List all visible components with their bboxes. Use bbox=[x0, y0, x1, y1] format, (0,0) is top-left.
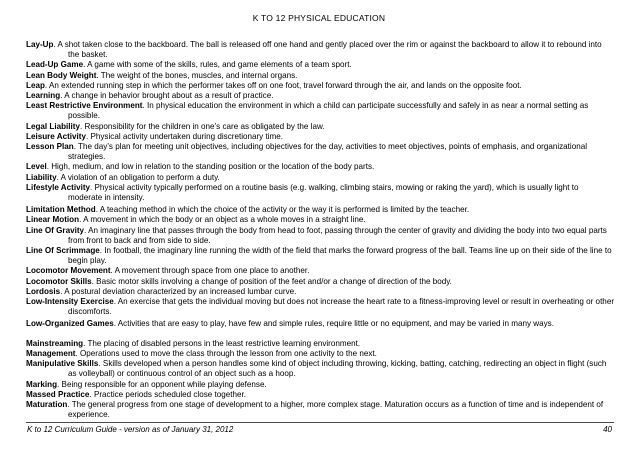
glossary-entry bbox=[26, 162, 614, 172]
glossary-definition: . The placing of disabled persons in the least restrictive learning environment. bbox=[83, 338, 361, 348]
glossary-entry bbox=[26, 91, 614, 101]
section-gap bbox=[26, 330, 614, 339]
footer-divider bbox=[26, 422, 614, 423]
glossary-definition: . Skills developed when a person handles some kind of object including throwing, kicking, batting, catching, redirecting an object in flight (such as volleyball) or continuous control of an object such as a hoop. bbox=[68, 359, 607, 379]
glossary-term: Lifestyle Activity bbox=[26, 182, 91, 192]
glossary-entry bbox=[26, 287, 614, 297]
glossary-definition: . Practice periods scheduled close together. bbox=[89, 389, 247, 399]
glossary-entry bbox=[26, 349, 614, 359]
glossary-entry bbox=[26, 215, 614, 225]
glossary-term: Marking bbox=[26, 379, 58, 389]
glossary-term: Liability bbox=[26, 172, 57, 182]
page-number: 40 bbox=[603, 425, 612, 434]
glossary-entry bbox=[26, 266, 614, 276]
glossary-entry bbox=[26, 122, 614, 132]
glossary-entry bbox=[26, 71, 614, 81]
glossary-term: Manipulative Skills bbox=[26, 359, 99, 369]
glossary-definition: . A shot taken close to the backboard. The ball is released off one hand and gently placed over the rim or against the backboard to allow it to rebound into the basket. bbox=[53, 40, 602, 60]
glossary-definition: . An imaginary line that passes through the body from head to foot, passing through the center of gravity and dividing the body into two equal parts from front to back and from side to side. bbox=[68, 225, 607, 245]
glossary-term: Linear Motion bbox=[26, 215, 80, 225]
glossary-entry bbox=[26, 132, 614, 142]
glossary-definition: . A game with some of the skills, rules, and game elements of a team sport. bbox=[83, 60, 352, 70]
glossary-definition: . Activities that are easy to play, have few and simple rules, require little or no equipment, and may be varied in many ways. bbox=[113, 319, 554, 329]
glossary-entry bbox=[26, 390, 614, 400]
glossary-term: Leisure Activity bbox=[26, 131, 86, 141]
glossary-term: Management bbox=[26, 348, 76, 358]
glossary-definition: . An extended running step in which the performer takes off on one foot, travel forward through the air, and lands on the opposite foot. bbox=[44, 80, 522, 90]
glossary-entry bbox=[26, 380, 614, 390]
glossary-term: Legal Liability bbox=[26, 121, 80, 131]
footer-document-version: K to 12 Curriculum Guide - version as of January 31, 2012 bbox=[27, 425, 234, 434]
page-header-title: K TO 12 PHYSICAL EDUCATION bbox=[252, 13, 386, 23]
glossary-definition: . An exercise that gets the individual moving but does not increase the heart rate to a fitness-improving level or result in overheating or other discomforts. bbox=[68, 297, 615, 317]
glossary-term: Learning bbox=[26, 91, 61, 101]
glossary-term: Line Of Scrimmage bbox=[26, 246, 100, 256]
glossary-entry bbox=[26, 359, 614, 379]
glossary-term: Lean Body Weight bbox=[26, 70, 97, 80]
glossary-definition: . In football, the imaginary line running the width of the field that marks the forward progress of the ball. Teams line up on their side of the line to begin play. bbox=[68, 246, 612, 266]
glossary-definition: . A movement in which the body or an object as a whole moves in a straight line. bbox=[79, 215, 366, 225]
glossary-term: Low-Intensity Exercise bbox=[26, 297, 114, 307]
glossary-definition: . Physical activity typically performed on a routine basis (e.g. walking, climbing stairs, mowing or raking the yard), which is usually light to moderate in intensity. bbox=[68, 182, 579, 203]
glossary-entry bbox=[26, 60, 614, 70]
glossary-term: Lesson Plan bbox=[26, 142, 74, 152]
glossary-entry bbox=[26, 246, 614, 266]
glossary-entry bbox=[26, 183, 614, 203]
glossary-entry bbox=[26, 101, 614, 121]
glossary-definition: . A teaching method in which the choice of the activity or the way it is performed is limited by the teacher. bbox=[95, 205, 470, 215]
glossary-term: Level bbox=[26, 162, 47, 172]
glossary-term: Least Restrictive Environment bbox=[26, 101, 143, 111]
glossary-list bbox=[26, 40, 614, 420]
glossary-entry bbox=[26, 226, 614, 246]
glossary-definition: . In physical education the environment in which a child can participate successfully and safely in as near a normal setting as possible. bbox=[68, 101, 589, 121]
glossary-definition: . A change in behavior brought about as a result of practice. bbox=[60, 91, 274, 101]
glossary-definition: . Basic motor skills involving a change of position of the feet and/or a change of direction of the body. bbox=[91, 276, 452, 286]
glossary-definition: . A violation of an obligation to perform a duty. bbox=[56, 172, 220, 182]
glossary-definition: . A postural deviation characterized by an increased lumbar curve. bbox=[60, 286, 297, 296]
glossary-definition: . A movement through space from one place to another. bbox=[110, 266, 310, 276]
glossary-term: Locomotor Movement bbox=[26, 266, 111, 276]
glossary-term: Massed Practice bbox=[26, 389, 90, 399]
glossary-entry bbox=[26, 142, 614, 162]
glossary-definition: . Physical activity undertaken during discretionary time. bbox=[85, 131, 284, 141]
glossary-term: Leap bbox=[26, 80, 45, 90]
glossary-entry bbox=[26, 81, 614, 91]
glossary-term: Limitation Method bbox=[26, 205, 96, 215]
glossary-definition: . Being responsible for an opponent while playing defense. bbox=[57, 379, 267, 389]
glossary-entry bbox=[26, 400, 614, 420]
glossary-term: Line Of Gravity bbox=[26, 225, 85, 235]
glossary-definition: . The day’s plan for meeting unit objectives, including objectives for the day, activities to meet objectives, points of emphasis, and organizational strategies. bbox=[68, 142, 588, 162]
glossary-term: Low-Organized Games bbox=[26, 319, 114, 329]
glossary-term: Mainstreaming bbox=[26, 338, 84, 348]
glossary-term: Maturation bbox=[26, 399, 68, 409]
glossary-definition: . Responsibility for the children in one’s care as obligated by the law. bbox=[79, 121, 325, 131]
glossary-entry bbox=[26, 205, 614, 215]
glossary-definition: . The weight of the bones, muscles, and internal organs. bbox=[96, 70, 298, 80]
glossary-entry bbox=[26, 319, 614, 329]
glossary-entry bbox=[26, 277, 614, 287]
glossary-term: Lordosis bbox=[26, 286, 61, 296]
glossary-entry bbox=[26, 173, 614, 183]
glossary-entry bbox=[26, 40, 614, 60]
glossary-entry bbox=[26, 297, 614, 317]
glossary-term: Lay-Up bbox=[26, 40, 54, 49]
glossary-definition: . The general progress from one stage of development to a higher, more complex stage. Maturation occurs as a function of time and is independent of experience. bbox=[67, 399, 604, 420]
glossary-definition: . Operations used to move the class through the lesson from one activity to the next. bbox=[75, 348, 377, 358]
glossary-entry bbox=[26, 339, 614, 349]
glossary-term: Lead-Up Game bbox=[26, 60, 84, 70]
glossary-definition: . High, medium, and low in relation to the standing position or the location of the body parts. bbox=[46, 162, 375, 172]
glossary-term: Locomotor Skills bbox=[26, 276, 92, 286]
